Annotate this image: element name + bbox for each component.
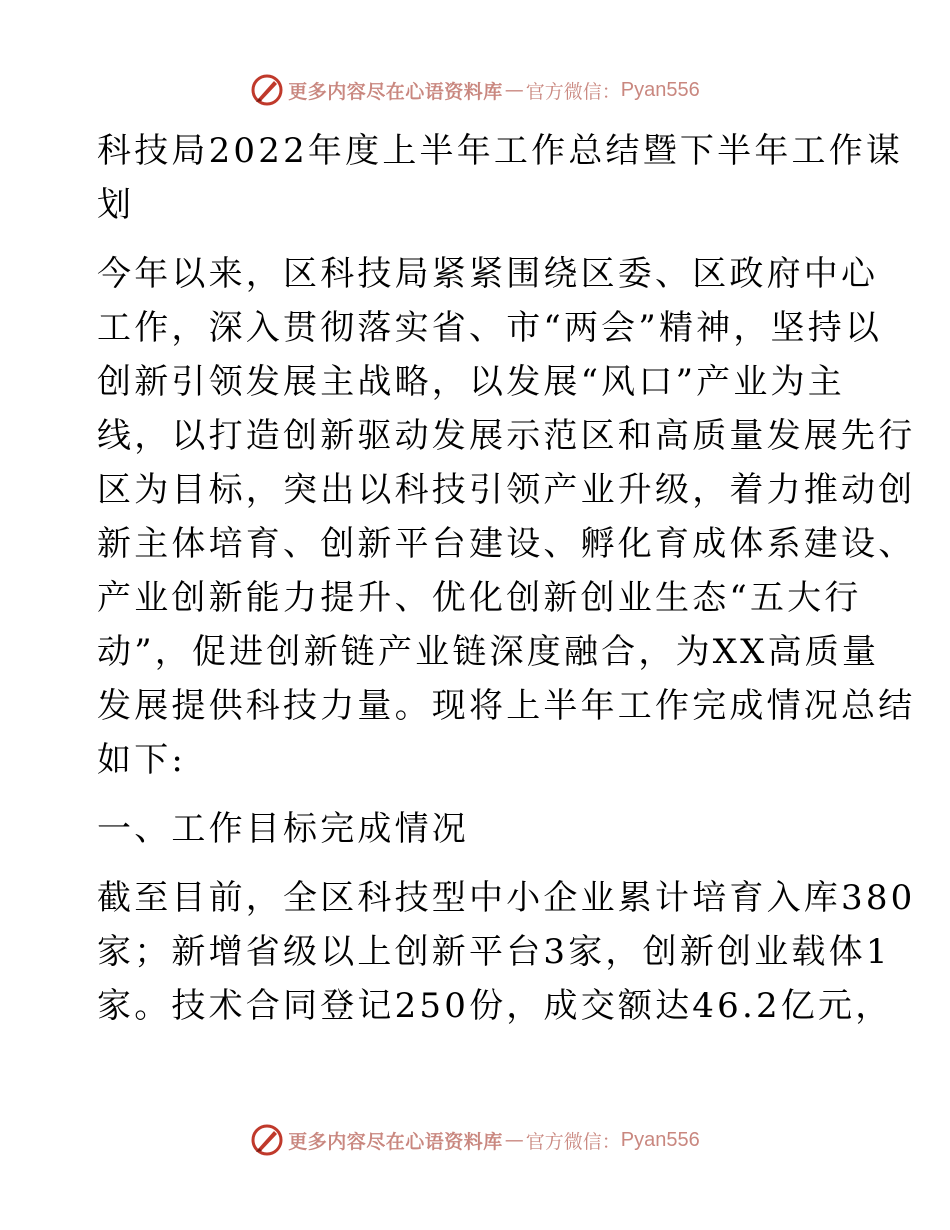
paragraph-line: 区为目标，突出以科技引领产业升级，着力推动创: [97, 470, 916, 510]
quill-logo-icon: [250, 1123, 284, 1157]
paragraph-line: 新主体培育、创新平台建设、孵化育成体系建设、: [97, 524, 916, 564]
paragraph-line: 家。技术合同登记250份，成交额达46.2亿元，: [97, 986, 893, 1026]
wechat-label: 官方微信：: [525, 80, 621, 103]
wechat-label: 官方微信：: [525, 1130, 621, 1153]
paragraph-line: 动”，促进创新链产业链深度融合，为XX高质量: [97, 632, 880, 672]
paragraph-line: 家；新增省级以上创新平台3家，创新创业载体1: [97, 932, 891, 972]
section-heading: 一、工作目标完成情况: [97, 809, 469, 849]
banner-text: 更多内容尽在心语资料库: [288, 1130, 503, 1153]
paragraph-line: 产业创新能力提升、优化创新创业生态“五大行: [97, 578, 862, 618]
document-title-line: 科技局2022年度上半年工作总结暨下半年工作谋: [97, 131, 904, 171]
banner-dash: —: [504, 1129, 524, 1151]
footer-watermark-banner: [0, 1120, 950, 1160]
document-title-line: 划: [97, 185, 135, 225]
quill-logo-icon: [250, 73, 284, 107]
wechat-id: Pyan556: [620, 1128, 700, 1151]
header-watermark-banner: [0, 70, 950, 110]
paragraph-line: 如下:: [97, 740, 187, 780]
wechat-id: Pyan556: [620, 78, 700, 101]
paragraph-line: 截至目前，全区科技型中小企业累计培育入库380: [97, 878, 916, 918]
paragraph-line: 今年以来，区科技局紧紧围绕区委、区政府中心: [97, 254, 879, 294]
banner-text: 更多内容尽在心语资料库: [288, 80, 503, 103]
paragraph-line: 线，以打造创新驱动发展示范区和高质量发展先行: [97, 416, 916, 456]
paragraph-line: 发展提供科技力量。现将上半年工作完成情况总结: [97, 686, 916, 726]
banner-dash: —: [504, 79, 524, 101]
paragraph-line: 工作，深入贯彻落实省、市“两会”精神，坚持以: [97, 308, 883, 348]
document-body: [97, 124, 916, 1033]
paragraph-line: 创新引领发展主战略，以发展“风口”产业为主: [97, 362, 845, 402]
